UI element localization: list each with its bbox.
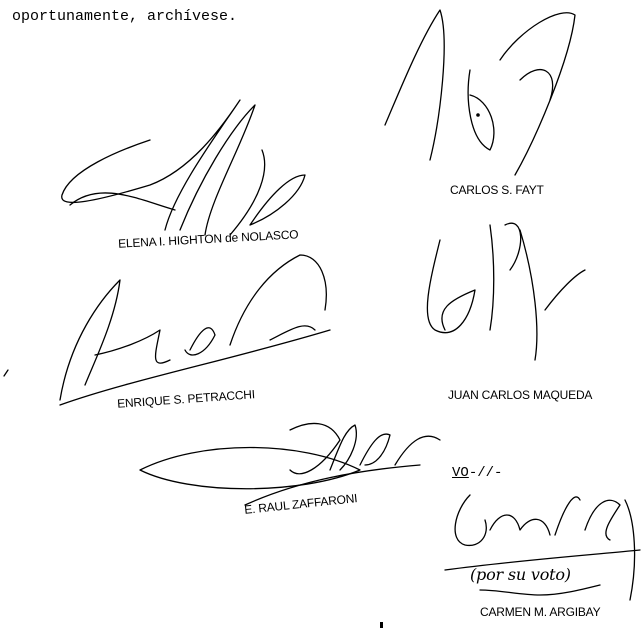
fayt-name: CARLOS S. FAYT <box>450 183 544 197</box>
intro-text: oportunamente, archívese. <box>12 8 238 25</box>
zaffaroni-name: E. RAUL ZAFFARONI <box>243 491 358 517</box>
page-mark <box>380 622 383 628</box>
argibay-name: CARMEN M. ARGIBAY <box>480 605 601 619</box>
highton-name: ELENA I. HIGHTON de NOLASCO <box>117 227 299 251</box>
maqueda-name: JUAN CARLOS MAQUEDA <box>448 388 593 402</box>
petracchi-name: ENRIQUE S. PETRACCHI <box>116 387 256 411</box>
vote-marker-prefix: VO <box>452 465 469 481</box>
vote-marker-suffix: -//- <box>468 465 503 481</box>
argibay-handwritten-note: (por su voto) <box>470 565 571 584</box>
